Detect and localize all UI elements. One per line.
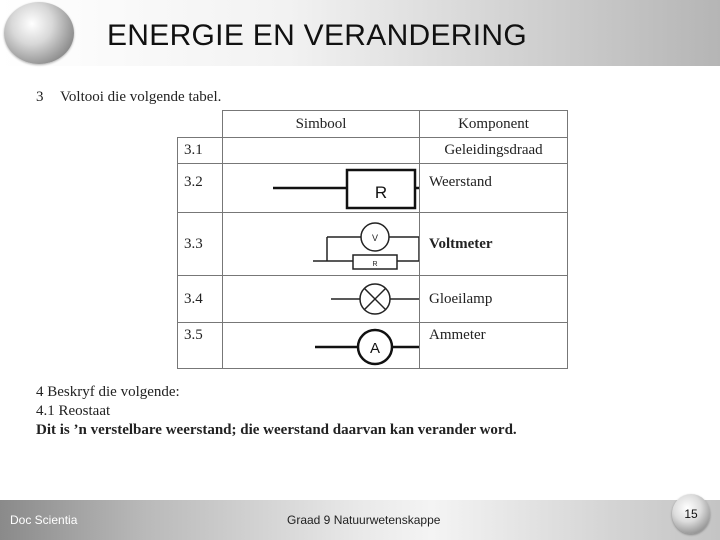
symbol-cell-ammeter <box>223 323 420 369</box>
footer-course: Graad 9 Natuurwetenskappe <box>287 513 441 527</box>
logo-sphere <box>4 2 74 64</box>
header-symbol: Simbool <box>223 111 420 138</box>
component-name: Weerstand <box>420 164 568 213</box>
table-row <box>178 138 568 164</box>
ammeter-symbol <box>223 323 419 368</box>
voltmeter-label: V <box>371 233 379 243</box>
table-row <box>178 213 568 276</box>
voltmeter-symbol <box>223 213 419 275</box>
symbol-cell-wire <box>223 138 420 164</box>
ammeter-label: A <box>369 340 381 357</box>
table-row <box>178 323 568 369</box>
question-4-heading: 4 Beskryf die volgende: <box>36 384 180 400</box>
component-name: Gloeilamp <box>420 276 568 323</box>
symbol-cell-voltmeter <box>223 213 420 276</box>
table-row <box>178 276 568 323</box>
resistor-label: R <box>374 183 388 202</box>
question-3-number: 3 <box>36 89 44 105</box>
row-number: 3.5 <box>178 323 223 369</box>
header-component: Komponent <box>420 111 568 138</box>
header-bar <box>0 0 720 66</box>
question-4-1-answer: Dit is ’n verstelbare weerstand; die weerstand daarvan kan verander word. <box>36 422 517 438</box>
component-name: Voltmeter <box>420 213 568 276</box>
voltmeter-resistor-label: R <box>372 261 378 268</box>
footer-bar <box>0 500 720 540</box>
slide-title: ENERGIE EN VERANDERING <box>107 19 528 52</box>
row-number: 3.2 <box>178 164 223 213</box>
lamp-symbol <box>223 276 419 322</box>
footer-brand: Doc Scientia <box>10 513 78 527</box>
row-number: 3.4 <box>178 276 223 323</box>
symbol-cell-resistor <box>223 164 420 213</box>
page-number: 15 <box>684 507 698 521</box>
row-number: 3.3 <box>178 213 223 276</box>
question-4-1: 4.1 Reostaat <box>36 403 111 419</box>
component-table <box>177 110 568 369</box>
table-header-row <box>178 111 568 138</box>
question-4 <box>36 383 517 440</box>
table-row <box>178 164 568 213</box>
component-name: Ammeter <box>420 323 568 369</box>
question-3 <box>36 89 221 106</box>
symbol-cell-lamp <box>223 276 420 323</box>
question-3-text: Voltooi die volgende tabel. <box>60 89 222 105</box>
resistor-symbol <box>223 164 419 212</box>
row-number: 3.1 <box>178 138 223 164</box>
component-name: Geleidingsdraad <box>420 138 568 164</box>
page-number-badge <box>672 494 710 534</box>
header-blank-cell <box>178 111 223 138</box>
